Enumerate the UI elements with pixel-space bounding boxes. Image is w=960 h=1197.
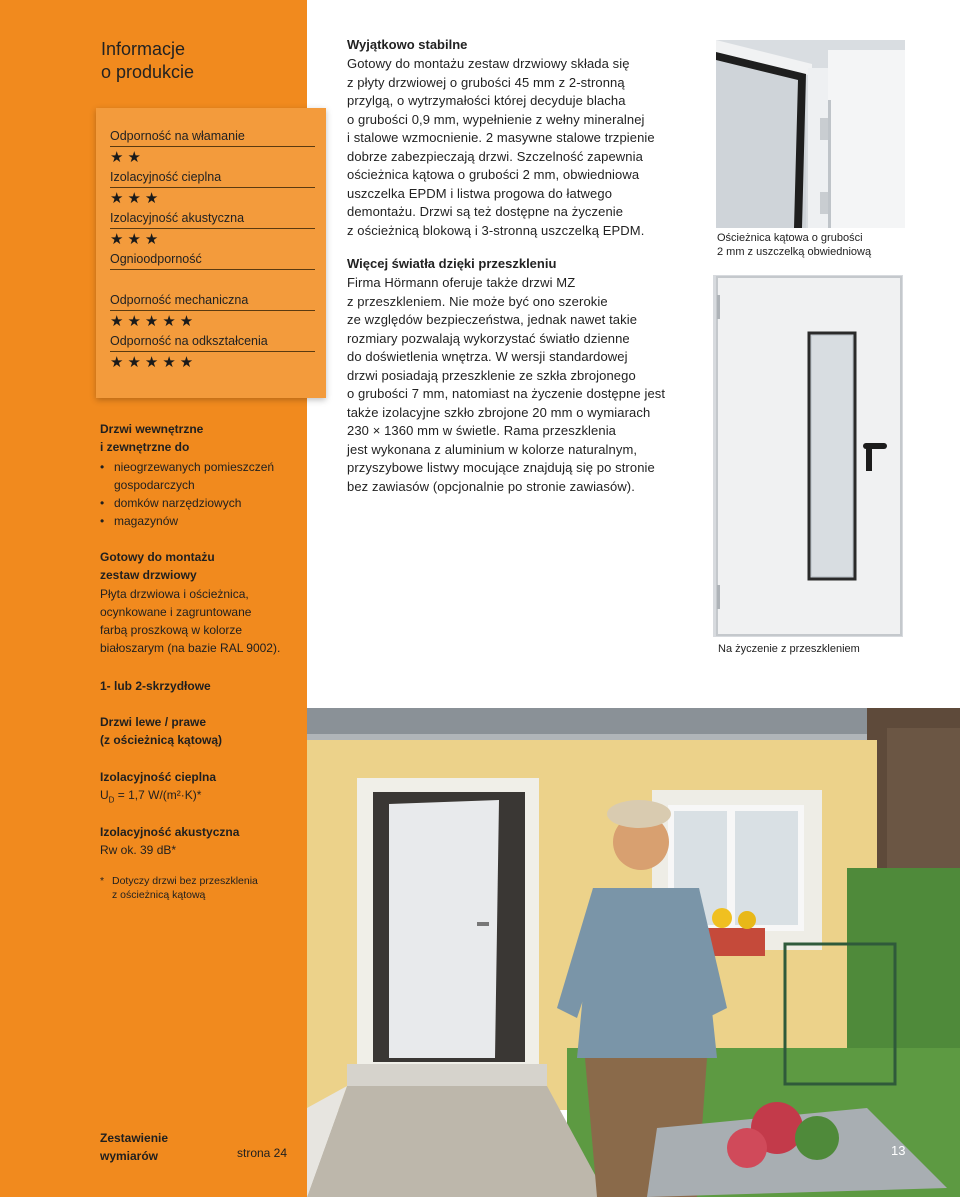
paragraph-line: Gotowy do montażu zestaw drzwiowy składa się (347, 56, 630, 71)
ready-title-line1: Gotowy do montażu (100, 550, 215, 564)
paragraph-line: i stalowe wzmocnienie. 2 masywne stalowe trzpienie (347, 130, 655, 145)
paragraph-line: 230 × 1360 mm w świetle. Rama przeszklenia (347, 423, 617, 438)
thermal-subscript: D (108, 795, 115, 805)
usage-item-text: gospodarczych (114, 478, 195, 492)
paragraph-line: ze względów bezpieczeństwa, jednak nawet takie (347, 312, 638, 327)
rating-label-mechanical: Odporność mechaniczna (110, 293, 315, 311)
paragraph-line: dobrze zabezpieczają drzwi. Szczelność zapewnia (347, 148, 643, 164)
paragraph-line: o grubości 0,9 mm, wypełnienie z wełny mineralnej (347, 111, 645, 127)
footnote-mark: * (100, 875, 105, 887)
paragraph-line: z przeszkleniem. Nie może być ono szerokie (347, 293, 608, 309)
paragraph-line: bez zawiasów (opcjonalnie po stronie zawiasów). (347, 478, 635, 494)
left-right-title (100, 713, 300, 749)
paragraph-line: demontażu. Drzwi są też dostępne na życzenie (347, 204, 624, 219)
paragraph-line: ościeżnica kątowa o grubości 2 mm, obwiedniowa (347, 167, 640, 182)
acoustic-title: Izolacyjność akustyczna (100, 825, 240, 839)
stable-paragraph (347, 55, 699, 240)
sidebar-title-line1: Informacje (101, 39, 186, 59)
glazed-caption: Na życzenie z przeszkleniem (718, 643, 860, 655)
ready-title-line2: zestaw drzwiowy (100, 568, 197, 582)
frame-caption (717, 231, 871, 259)
paragraph-line: przyszybowe listwy mocujące znajdują się po stronie (347, 460, 655, 475)
thermal-value (100, 786, 300, 809)
dimensions-line1: Zestawienie (100, 1131, 169, 1145)
house-photo (307, 708, 960, 1197)
left-right-line2: (z ościeżnicą kątową) (100, 733, 223, 747)
paragraph-line: z płyty drzwiowej o grubości 45 mm z 2-stronną (347, 74, 625, 90)
sidebar-title-line2: o produkcie (101, 62, 195, 82)
rating-label-thermal: Izolacyjność cieplna (110, 170, 315, 188)
ready-text-line: ocynkowane i zagruntowane (100, 605, 252, 619)
wings-label: 1- lub 2-skrzydłowe (100, 679, 211, 693)
paragraph-line: z ościeżnicą blokową i 3-stronną uszczelką EPDM. (347, 222, 645, 238)
rating-label-deformation: Odporność na odkształcenia (110, 334, 315, 352)
rating-stars-acoustic: ★★★ (110, 231, 163, 248)
usage-item-text: magazynów (114, 514, 179, 528)
frame-detail-photo (716, 40, 905, 228)
paragraph-line: Firma Hörmann oferuje także drzwi MZ (347, 275, 576, 290)
rating-stars-burglary: ★★ (110, 149, 145, 166)
thermal-number: = 1,7 W/(m²·K)* (114, 788, 202, 802)
footnote-line2: z ościeżnicą kątową (112, 888, 206, 901)
usage-item-text: domków narzędziowych (114, 496, 242, 510)
usage-title (100, 420, 300, 456)
usage-title-line2: i zewnętrzne do (100, 440, 190, 454)
ready-title (100, 548, 300, 584)
stable-heading: Wyjątkowo stabilne (347, 37, 468, 52)
frame-caption-line2: 2 mm z uszczelką obwiedniową (717, 246, 872, 258)
usage-title-line1: Drzwi wewnętrzne (100, 422, 204, 436)
page-number: 13 (891, 1143, 906, 1158)
usage-item: • domków narzędziowych (100, 496, 242, 510)
thermal-symbol: U (100, 788, 109, 802)
footnote (100, 875, 300, 902)
usage-item: • nieogrzewanych pomieszczeń gospodarczych (100, 460, 275, 492)
paragraph-line: o grubości 7 mm, natomiast na życzenie dostępne jest (347, 386, 666, 401)
ready-text-line: białoszarym (na bazie RAL 9002). (100, 641, 281, 655)
paragraph-line: do doświetlenia wnętrza. W wersji standardowej (347, 349, 628, 364)
light-heading: Więcej światła dzięki przeszkleniu (347, 256, 557, 271)
ready-text (100, 585, 300, 657)
rating-label-burglary: Odporność na włamanie (110, 129, 315, 147)
left-right-line1: Drzwi lewe / prawe (100, 715, 207, 729)
dimensions-line2: wymiarów (100, 1149, 159, 1163)
acoustic-value: Rw ok. 39 dB* (100, 843, 177, 857)
paragraph-line: także izolacyjne szkło zbrojone 20 mm o wymiarach (347, 404, 651, 420)
rating-label-fire: Ognioodporność (110, 252, 315, 270)
usage-item-text: nieogrzewanych pomieszczeń (114, 460, 275, 474)
rating-stars-thermal: ★★★ (110, 190, 163, 207)
frame-caption-line1: Ościeżnica kątowa o grubości (717, 232, 863, 244)
usage-item: • magazynów (100, 514, 179, 528)
paragraph-line: uszczelka EPDM i listwa progowa do łatwego (347, 185, 613, 201)
thermal-title: Izolacyjność cieplna (100, 770, 217, 784)
ready-text-line: farbą proszkową w kolorze (100, 623, 243, 637)
rating-stars-deformation: ★★★★★ (110, 354, 198, 371)
glazed-door-photo (713, 275, 903, 637)
footnote-line1: Dotyczy drzwi bez przeszklenia (112, 875, 258, 887)
rating-stars-mechanical: ★★★★★ (110, 313, 198, 330)
dimensions-page-ref[interactable]: strona 24 (237, 1146, 288, 1160)
sidebar-title (101, 38, 194, 84)
paragraph-line: jest wykonana z aluminium w kolorze naturalnym, (347, 441, 638, 457)
ready-text-line: Płyta drzwiowa i ościeżnica, (100, 587, 249, 601)
rating-label-acoustic: Izolacyjność akustyczna (110, 211, 315, 229)
paragraph-line: drzwi posiadają przeszklenie ze szkła zbrojonego (347, 367, 636, 383)
paragraph-line: przylgą, o wytrzymałości której decyduje blacha (347, 93, 626, 108)
paragraph-line: rozmiary pozwalają wykorzystać światło dzienne (347, 330, 630, 346)
light-paragraph (347, 274, 699, 496)
